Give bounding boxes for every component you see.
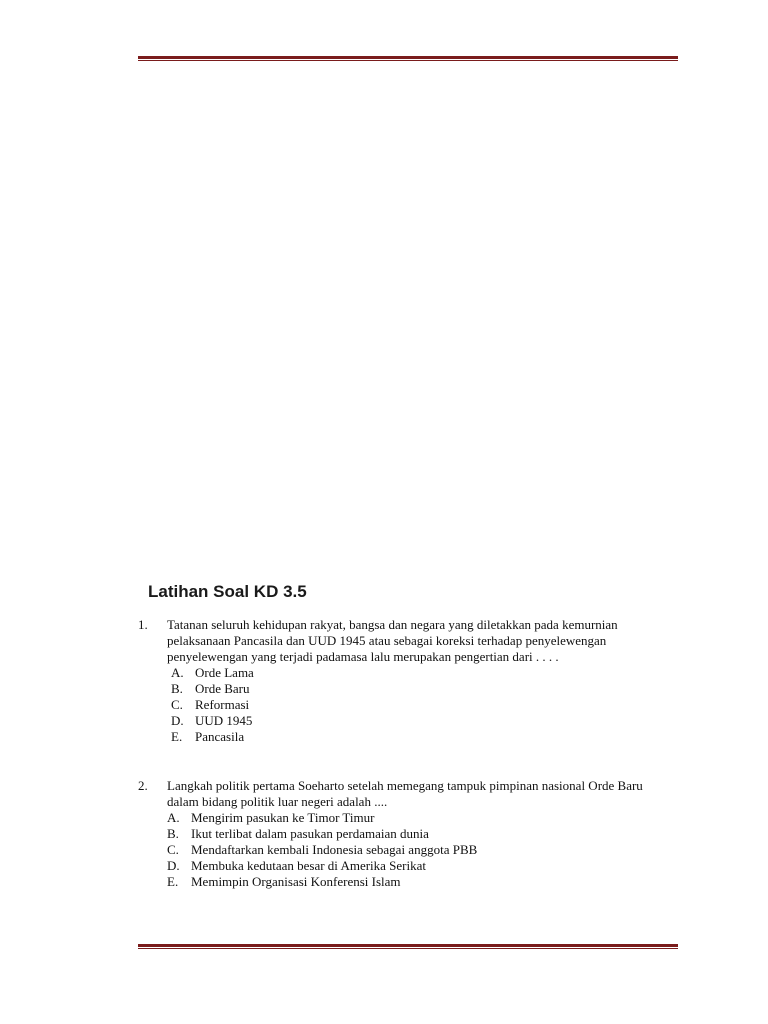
option-c	[167, 842, 678, 858]
option-text: Mengirim pasukan ke Timor Timur	[191, 810, 375, 825]
question-number: 1.	[138, 617, 148, 632]
option-a	[171, 665, 678, 681]
footer-rule-thick	[138, 944, 678, 947]
header-rule	[138, 56, 678, 61]
option-letter: D.	[167, 858, 180, 873]
option-letter: B.	[171, 681, 183, 696]
option-text: UUD 1945	[195, 713, 253, 728]
option-c	[171, 697, 678, 713]
option-letter: D.	[171, 713, 184, 728]
option-text: Pancasila	[195, 729, 245, 744]
option-d	[167, 858, 678, 874]
option-letter: B.	[167, 826, 179, 841]
footer-rule-thin	[138, 948, 678, 949]
header-rule-thin	[138, 60, 678, 61]
question-text: Langkah politik pertama Soeharto setelah memegang tampuk pimpinan nasional Orde Baru dalam bidang politik luar negeri adalah ....	[167, 778, 643, 809]
option-text: Memimpin Organisasi Konferensi Islam	[191, 874, 401, 889]
option-text: Ikut terlibat dalam pasukan perdamaian dunia	[191, 826, 429, 841]
question-2	[138, 778, 678, 890]
option-text: Mendaftarkan kembali Indonesia sebagai anggota PBB	[191, 842, 478, 857]
option-text: Orde Baru	[195, 681, 250, 696]
question-number: 2.	[138, 778, 148, 793]
option-d	[171, 713, 678, 729]
option-text: Reformasi	[195, 697, 250, 712]
option-e	[171, 729, 678, 745]
header-rule-thick	[138, 56, 678, 59]
option-letter: A.	[171, 665, 184, 680]
option-list	[138, 665, 678, 745]
page-title: Latihan Soal KD 3.5	[148, 582, 307, 601]
footer-rule	[138, 944, 678, 949]
option-letter: C.	[171, 697, 183, 712]
option-letter: A.	[167, 810, 180, 825]
option-text: Membuka kedutaan besar di Amerika Serikat	[191, 858, 427, 873]
question-text: Tatanan seluruh kehidupan rakyat, bangsa dan negara yang diletakkan pada kemurnian pelaksanaan Pancasila dan UUD 1945 atau sebagai koreksi terhadap penyelewengan penyelewengan yang terjadi padamasa lalu merupakan pengertian dari . . . .	[167, 617, 618, 664]
option-letter: C.	[167, 842, 179, 857]
option-b	[167, 826, 678, 842]
option-e	[167, 874, 678, 890]
option-text: Orde Lama	[195, 665, 254, 680]
option-letter: E.	[167, 874, 179, 889]
option-b	[171, 681, 678, 697]
question-1	[138, 617, 678, 745]
option-a	[167, 810, 678, 826]
option-list	[138, 810, 678, 890]
option-letter: E.	[171, 729, 183, 744]
